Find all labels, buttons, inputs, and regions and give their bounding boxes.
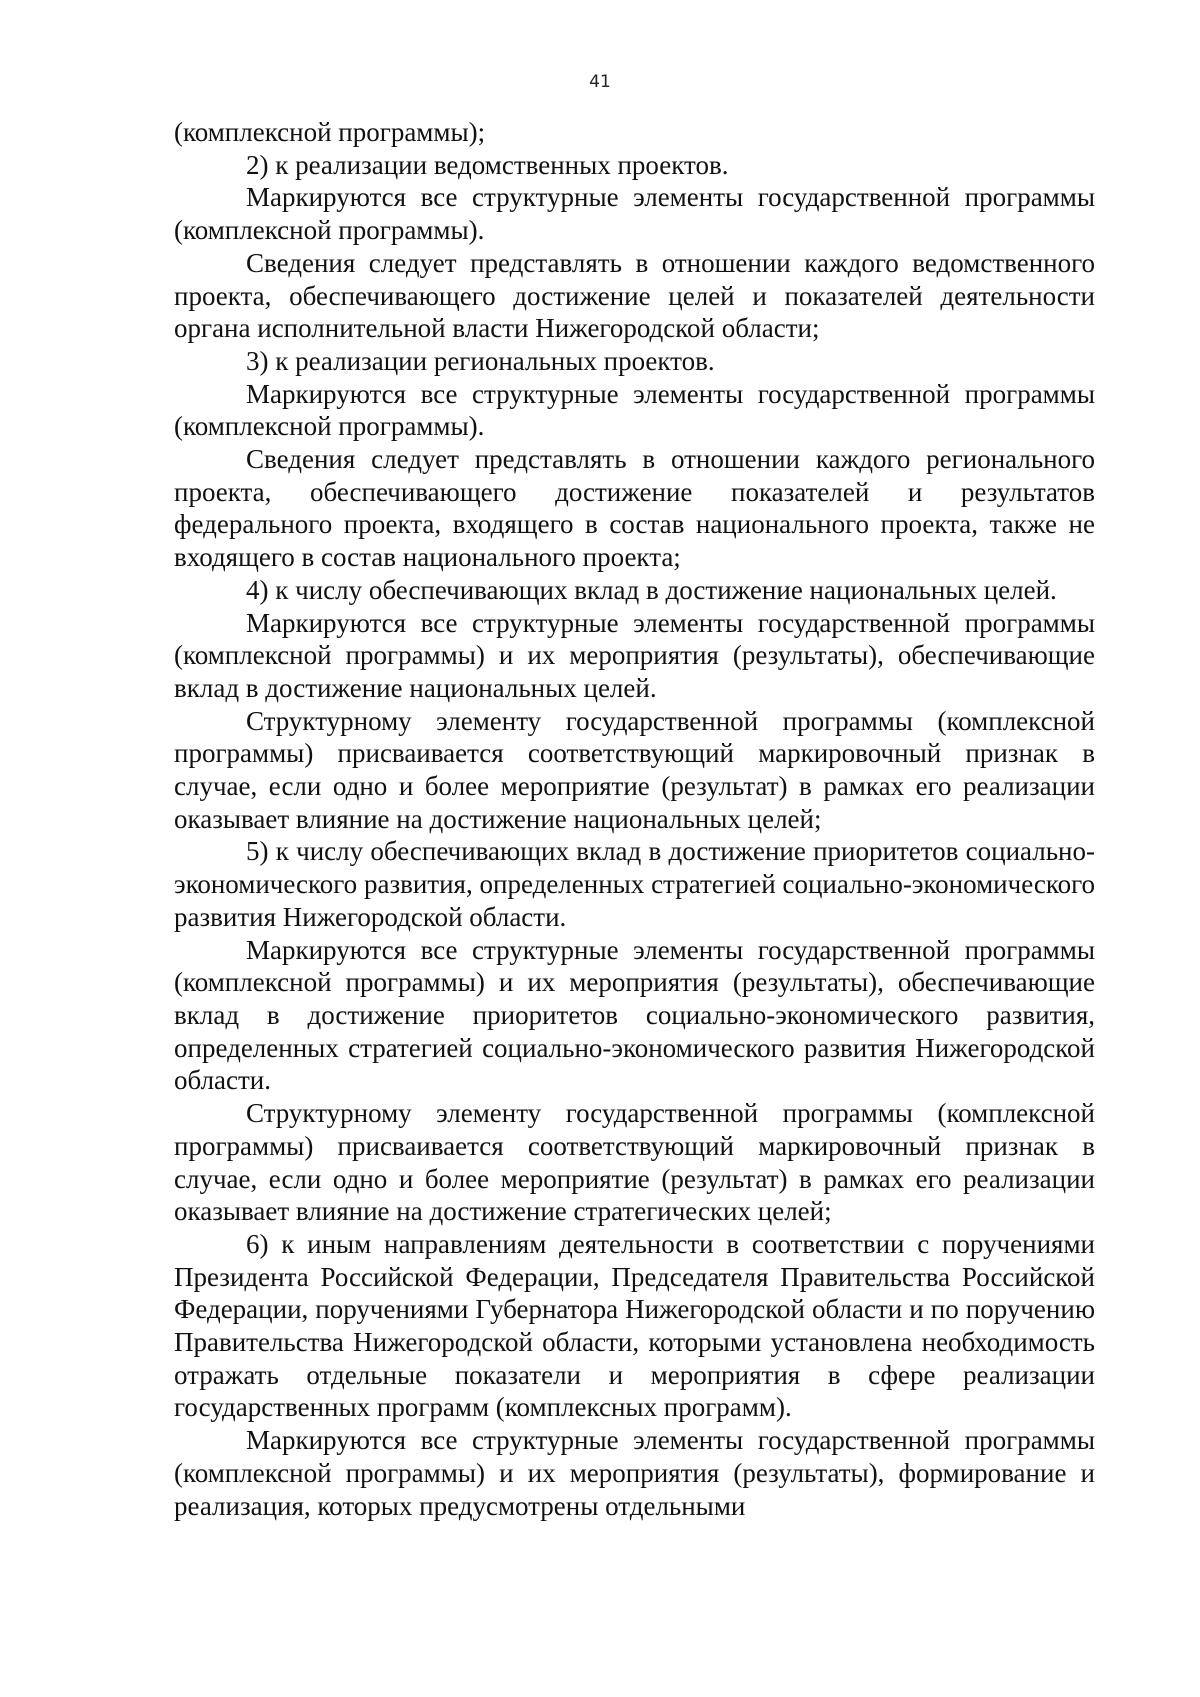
paragraph: 3) к реализации региональных проектов. <box>246 345 715 376</box>
paragraph: Структурному элементу государственной программы (комплексной программы) присваивается соответствующий маркировочный признак в случае, если одно и более мероприятие (результат) в рамках его реализации оказывает влияние на достижение национальных целей; <box>174 705 1095 834</box>
paragraph: Маркируются все структурные элементы государственной программы (комплексной программы) и их мероприятия (результаты), формирование и реализация, которых предусмотрены отдельными <box>174 1425 1095 1521</box>
paragraph: Сведения следует представлять в отношении каждого ведомственного проекта, обеспечивающего достижение целей и показателей деятельности органа исполнительной власти Нижегородской области; <box>174 247 1095 344</box>
paragraph: 6) к иным направлениям деятельности в соответствии с поручениями Президента Российской Федерации, Председателя Правительства Российской Федерации, поручениями Губернатора Нижегородской области и по поручению Правительства Нижегородской области, которыми установлена необходимость отражать отдельные показатели и мероприятия в сфере реализации государственных программ (комплексных программ). <box>174 1228 1095 1423</box>
paragraph: Маркируются все структурные элементы государственной программы (комплексной программы). <box>174 378 1095 442</box>
paragraph: Структурному элементу государственной программы (комплексной программы) присваивается соответствующий маркировочный признак в случае, если одно и более мероприятие (результат) в рамках его реализации оказывает влияние на достижение стратегических целей; <box>174 1098 1095 1227</box>
document-body <box>174 116 1095 1522</box>
paragraph: Маркируются все структурные элементы государственной программы (комплексной программы) и их мероприятия (результаты), обеспечивающие вклад в достижение национальных целей. <box>174 607 1095 703</box>
paragraph: (комплексной программы); <box>174 117 486 147</box>
paragraph: Сведения следует представлять в отношении каждого регионального проекта, обеспечивающего достижение показателей и результатов федерального проекта, входящего в состав национального проекта, также не входящего в состав национального проекта; <box>174 444 1095 573</box>
paragraph: 4) к числу обеспечивающих вклад в достижение национальных целей. <box>246 574 1057 605</box>
paragraph: Маркируются все структурные элементы государственной программы (комплексной программы) и их мероприятия (результаты), обеспечивающие вклад в достижение приоритетов социально-экономического развития, определенных стратегией социально-экономического развития Нижегородской области. <box>174 934 1095 1096</box>
paragraph: 5) к числу обеспечивающих вклад в достижение приоритетов социально-экономического развития, определенных стратегией социально-экономического развития Нижегородской области. <box>174 836 1095 932</box>
paragraph: Маркируются все структурные элементы государственной программы (комплексной программы). <box>174 182 1095 246</box>
page-number: 41 <box>589 72 611 92</box>
paragraph: 2) к реализации ведомственных проектов. <box>246 149 729 180</box>
